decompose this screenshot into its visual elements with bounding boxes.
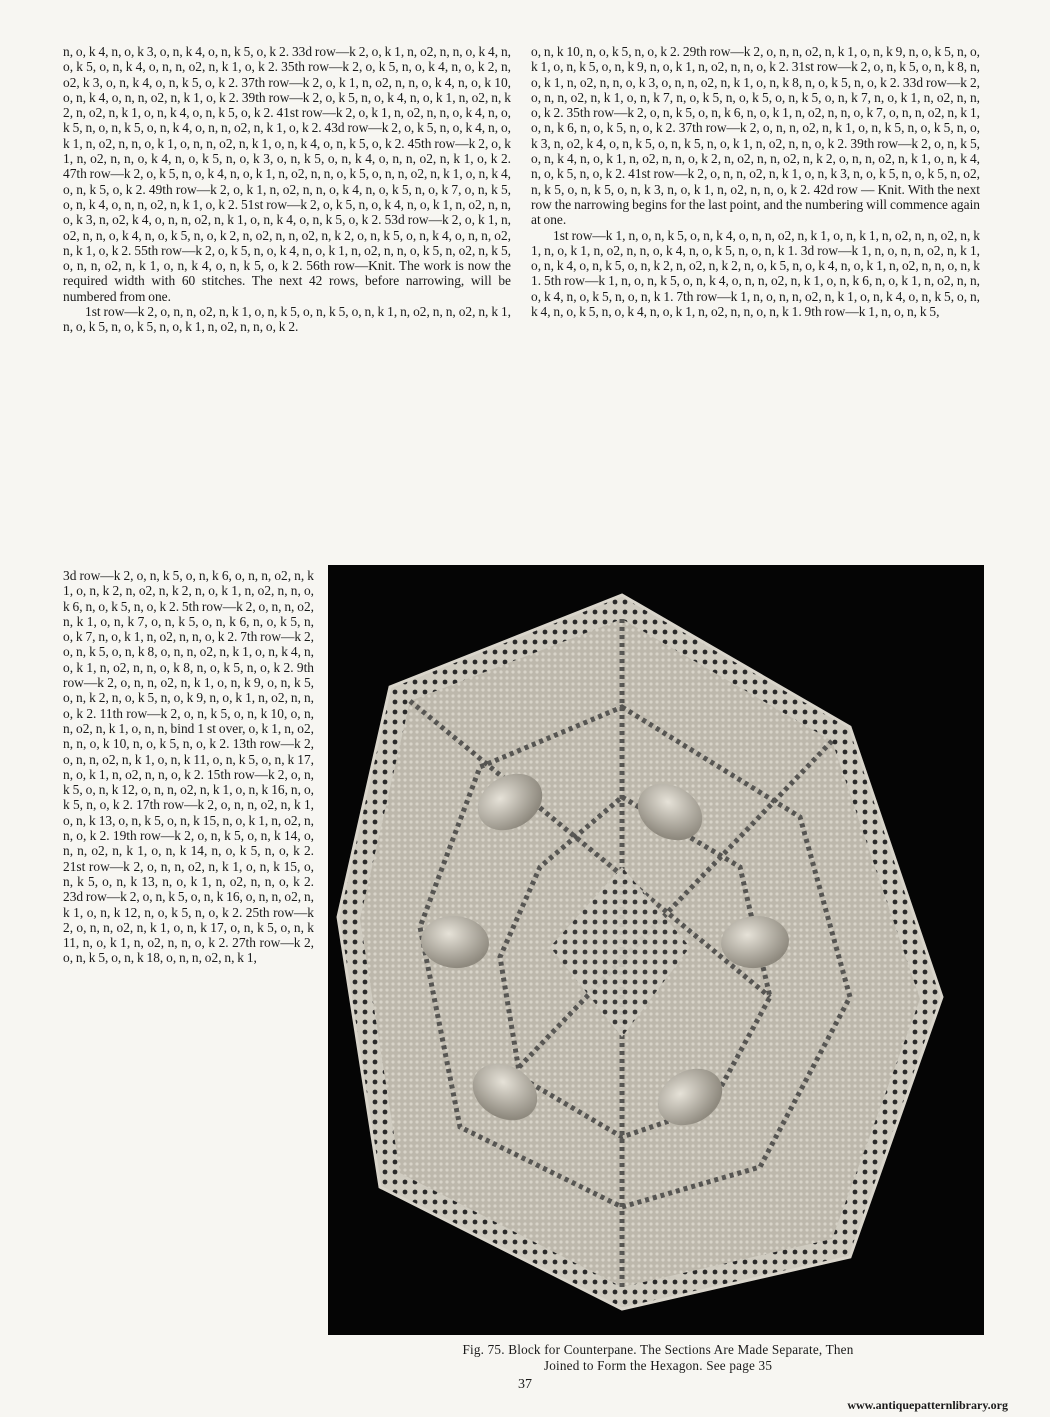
text-column-left-top [63,44,511,335]
footer-url: www.antiquepatternlibrary.org [847,1398,1008,1412]
text-column-left-narrow [63,568,314,966]
caption-line-1: Fig. 75. Block for Counterpane. The Sections Are Made Separate, Then [462,1342,854,1357]
figure-photo [328,565,984,1335]
paragraph: 1st row—k 1, n, o, n, k 5, o, n, k 4, o, n, n, o2, n, k 1, o, n, k 1, n, o2, n, n, o2, n, k 1, n, o, k 1, n, o2, n, n, o, k 4, n, o, k 5, n, o, n, k 1. 3d row—k 1, n, o, n, n, o2, n, k 1, o, n, k 4, o, n, k 5, o, n, k 2, n, o2, n, k 2, n, o, k 5, n, o, k 4, n, o, k 1, n, o2, n, n, o, n, k 1. 5th row—k 1, n, o, n, k 5, o, n, k 4, o, n, n, o2, n, k 1, o, n, k 6, n, o, k 1, n, o2, n, n, o, k 4, n, o, k 5, n, o, n, k 1. 7th row—k 1, n, o, n, n, o2, n, k 1, o, n, k 4, o, n, k 5, o, n, k 4, n, o, k 5, n, o, k 4, n, o, k 1, n, o2, n, n, o, n, k 1. 9th row—k 1, n, o, n, k 5, [531,227,980,320]
paragraph: n, o, k 4, n, o, k 3, o, n, k 4, o, n, k 5, o, k 2. 33d row—k 2, o, k 1, n, o2, n, n, o, k 4, n, o, k 5, o, n, k 4, o, n, n, o2, n, k 1, o, k 2. 35th row—k 2, o, k 5, n, o, k 4, n, o, k 2, n, o2, k 3, o, n, k 4, o, n, k 5, o, k 2. 37th row—k 2, o, k 1, n, o2, n, n, o, k 4, n, o, k 10, o, n, k 4, o, n, n, o2, n, k 1, o, k 2. 39th row—k 2, o, k 5, n, o, k 4, n, o, k 1, n, o2, n, k 2, n, o2, n, k 1, o, n, k 4, o, n, k 5, o, k 2. 41st row—k 2, o, k 1, n, o2, n, n, o, k 4, n, o, k 5, n, o, n, k 5, o, n, k 4, o, n, n, o2, n, k 1, o, k 2. 43d row—k 2, o, k 5, n, o, k 4, n, o, k 1, n, o2, n, n, o, k 1, o, n, n, o2, n, k 1, o, n, k 4, o, n, k 5, o, k 2. 45th row—k 2, o, k 1, n, o2, n, n, o, k 4, n, o, k 5, n, o, k 3, o, n, k 5, o, n, k 4, o, n, n, o2, n, k 1, o, k 2. 47th row—k 2, o, k 5, n, o, k 4, n, o, k 1, n, o2, n, n, o, k 5, o, n, n, o2, n, k 1, o, n, k 4, o, n, k 5, o, k 2. 49th row—k 2, o, k 1, n, o2, n, n, o, k 4, n, o, k 5, n, o, k 7, o, n, k 5, o, n, k 4, o, n, n, o2, n, k 1, o, k 2. 51st row—k 2, o, k 5, n, o, k 4, n, o, k 1, n, o2, n, n, o, k 3, n, o2, k 4, o, n, n, o2, n, k 1, o, n, k 4, o, n, k 5, o, k 2. 53d row—k 2, o, k 1, n, o2, n, n, o, k 4, n, o, k 5, n, o, k 2, n, o2, n, n, o2, n, k 2, o, n, k 5, o, n, k 4, o, n, n, o2, n, k 1, o, k 2. 55th row—k 2, o, k 5, n, o, k 4, n, o, k 1, n, o2, n, n, o, k 5, n, o2, n, k 5, o, n, n, o2, n, k 1, o, n, k 4, o, n, k 5, o, k 2. 56th row—Knit. The work is now the required width with 60 stitches. The next 42 rows, before narrowing, will be numbered from one. [63,44,511,304]
page-number: 37 [518,1377,532,1392]
text-column-right-top [531,44,980,319]
paragraph: 3d row—k 2, o, n, k 5, o, n, k 6, o, n, n, o2, n, k 1, o, n, k 2, n, o2, n, k 2, n, o, k 1, n, o2, n, n, o, k 6, n, o, k 5, n, o, k 2. 5th row—k 2, o, n, n, o2, n, k 1, o, n, k 7, o, n, k 5, o, n, k 6, n, o, k 5, n, o, k 7, n, o, k 1, n, o2, n, n, o, k 2. 7th row—k 2, o, n, k 5, o, n, k 8, o, n, n, o2, n, k 1, o, n, k 4, n, o, k 1, n, o2, n, n, o, k 8, n, o, k 5, n, o, k 2. 9th row—k 2, o, n, n, o2, n, k 1, o, n, k 9, o, n, k 5, o, n, k 2, n, o, k 5, n, o, k 9, n, o, k 1, n, o2, n, n, o, k 2. 11th row—k 2, o, n, k 5, o, n, k 10, o, n, n, o2, n, k 1, o, n, n, bind 1 st over, o, k 1, n, o2, n, n, o, k 10, n, o, k 5, n, o, k 2. 13th row—k 2, o, n, n, o2, n, k 1, o, n, k 11, o, n, k 5, o, n, k 17, n, o, k 1, n, o2, n, n, o, k 2. 15th row—k 2, o, n, k 5, o, n, k 12, o, n, n, o2, n, k 1, o, n, k 16, n, o, k 5, n, o, k 2. 17th row—k 2, o, n, n, o2, n, k 1, o, n, k 13, o, n, k 5, o, n, k 15, n, o, k 1, n, o2, n, n, o, k 2. 19th row—k 2, o, n, k 5, o, n, k 14, o, n, n, o2, n, k 1, o, n, k 14, n, o, k 5, n, o, k 2. 21st row—k 2, o, n, n, o2, n, k 1, o, n, k 15, o, n, k 5, o, n, k 13, n, o, k 1, n, o2, n, n, o, k 2. 23d row—k 2, o, n, k 5, o, n, k 16, o, n, n, o2, n, k 1, o, n, k 12, n, o, k 5, n, o, k 2. 25th row—k 2, o, n, n, o2, n, k 1, o, n, k 17, o, n, k 5, o, n, k 11, n, o, k 1, n, o2, n, n, o, k 2. 27th row—k 2, o, n, k 5, o, n, k 18, o, n, n, o2, n, k 1, [63,568,315,966]
paragraph: o, n, k 10, n, o, k 5, n, o, k 2. 29th row—k 2, o, n, n, o2, n, k 1, o, n, k 9, n, o, k 5, n, o, k 1, o, n, k 5, o, n, k 9, n, o, k 1, n, o2, n, n, o, k 2. 31st row—k 2, o, n, k 5, o, n, k 8, n, o, k 1, n, o2, n, n, o, k 3, o, n, n, o2, n, k 1, o, n, k 8, n, o, k 5, n, o, k 2. 33d row—k 2, o, n, n, o2, n, k 1, o, n, k 7, n, o, k 5, n, o, k 5, o, n, k 5, o, n, k 7, n, o, k 1, n, o2, n, n, o, k 2. 35th row—k 2, o, n, k 5, o, n, k 6, n, o, k 1, n, o2, n, n, o, k 7, o, n, n, o2, n, k 1, o, n, k 6, n, o, k 5, n, o, k 2. 37th row—k 2, o, n, n, o2, n, k 1, o, n, k 5, n, o, k 5, n, o, k 3, n, o2, k 4, o, n, k 5, o, n, k 5, n, o, k 1, n, o2, n, n, o, k 2. 39th row—k 2, o, n, k 5, o, n, k 4, n, o, k 1, n, o2, n, n, o, k 2, n, o2, n, n, o2, n, k 2, o, n, n, o2, n, k 1, o, n, k 4, n, o, k 5, n, o, k 2. 41st row—k 2, o, n, n, o2, n, k 1, o, n, k 3, n, o, k 5, n, o, k 5, n, o2, n, k 5, o, n, k 5, o, n, k 3, n, o, k 1, n, o2, n, n, o, k 2. 42d row — Knit. With the next row the narrowing begins for the last point, and the numbering will commence again at one. [531,44,980,228]
caption-line-2: Joined to Form the Hexagon. See page 35 [543,1358,773,1373]
counterpane-block-image [330,567,982,1329]
paragraph: 1st row—k 2, o, n, n, o2, n, k 1, o, n, k 5, o, n, k 5, o, n, k 1, n, o2, n, n, o2, n, k 1, n, o, k 5, n, o, k 5, n, o, k 1, n, o2, n, n, o, k 2. [63,304,511,335]
figure-caption [328,1342,988,1374]
